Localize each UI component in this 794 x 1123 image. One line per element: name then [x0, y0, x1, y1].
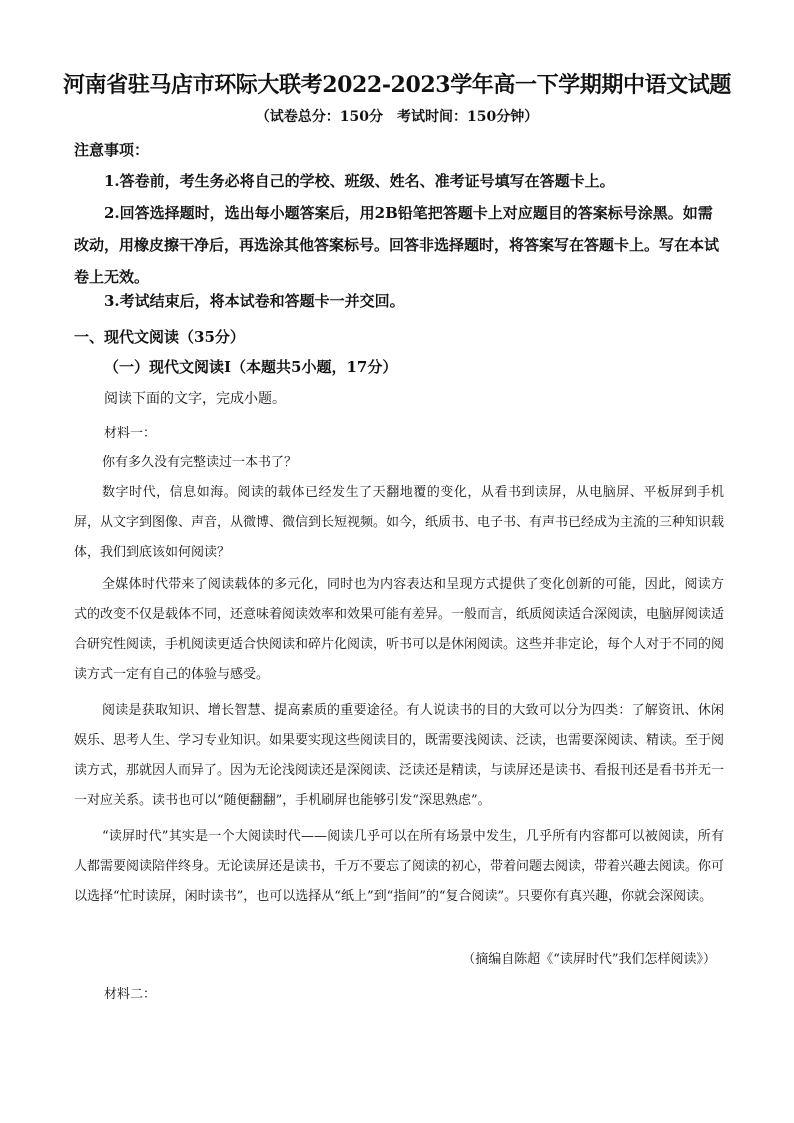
material-1-paragraph: 全媒体时代带来了阅读载体的多元化，同时也为内容表达和呈现方式提供了变化创新的可能，因此，阅读方式的改变不仅是载体不同，还意味着阅读效率和效果可能有差异。一般而言，纸质阅读适合深阅读，电脑屏阅读适合研究性阅读，手机阅读更适合快阅读和碎片化阅读，听书可以是休闲阅读。这些并非定论，每个人对于不同的阅读方式一定有自己的体验与感受。 [74, 577, 725, 682]
notice-item-1: 1.答卷前，考生务必将自己的学校、班级、姓名、准考证号填写在答题卡上。 [104, 172, 615, 190]
page-title: 河南省驻马店市环际大联考2022-2023学年高一下学期期中语文试题 [63, 72, 731, 98]
material-1-paragraph: 你有多久没有完整读过一本书了？ [102, 455, 298, 470]
section-heading: 一、现代文阅读（35分） [74, 328, 245, 346]
material-1-paragraph: 数字时代，信息如海。阅读的载体已经发生了天翻地覆的变化，从看书到读屏，从电脑屏、平板屏到手机屏，从文字到图像、声音，从微博、微信到长短视频。如今，纸质书、电子书、有声书已经成为主流的三种知识载体，我们到底该如何阅读？ [74, 485, 725, 560]
subsection-heading: （一）现代文阅读Ⅰ（本题共5小题，17分） [104, 358, 398, 376]
notice-item-2: 2.回答选择题时，选出每小题答案后，用2B铅笔把答题卡上对应题目的答案标号涂黑。如需改动，用橡皮擦干净后，再选涂其他答案标号。回答非选择题时，将答案写在答题卡上。写在本试卷上无效。 [74, 204, 720, 286]
exam-info-subtitle: （试卷总分：150分 考试时间：150分钟） [255, 109, 539, 125]
material-1-label: 材料一： [104, 426, 157, 441]
material-1-paragraph: 阅读是获取知识、增长智慧、提高素质的重要途径。有人说读书的目的大致可以分为四类：了解资讯、休闲娱乐、思考人生、学习专业知识。如果要实现这些阅读目的，既需要浅阅读、泛读，也需要深阅读、精读。至于阅读方式，那就因人而异了。因为无论浅阅读还是深阅读、泛读还是精读，与读屏还是读书、看报刊还是看书并无一一对应关系。读书也可以“随便翻翻”，手机刷屏也能够引发“深思熟虑”。 [74, 703, 725, 808]
notice-heading: 注意事项： [74, 141, 150, 159]
reading-instruction: 阅读下面的文字，完成小题。 [104, 391, 286, 407]
material-1-source: （摘编自陈超《“读屏时代”我们怎样阅读》） [462, 952, 716, 967]
notice-item-3: 3.考试结束后，将本试卷和答题卡一并交回。 [104, 292, 405, 310]
material-1-paragraph: “读屏时代”其实是一个大阅读时代——阅读几乎可以在所有场景中发生，几乎所有内容都可以被阅读，所有人都需要阅读陪伴终身。无论读屏还是读书，千万不要忘了阅读的初心，带着问题去阅读，带着兴趣去阅读。你可以选择“忙时读屏，闲时读书”，也可以选择从“纸上”到“指间”的“复合阅读”。只要你有真兴趣，你就会深阅读。 [74, 829, 725, 904]
material-2-label: 材料二： [104, 987, 157, 1002]
